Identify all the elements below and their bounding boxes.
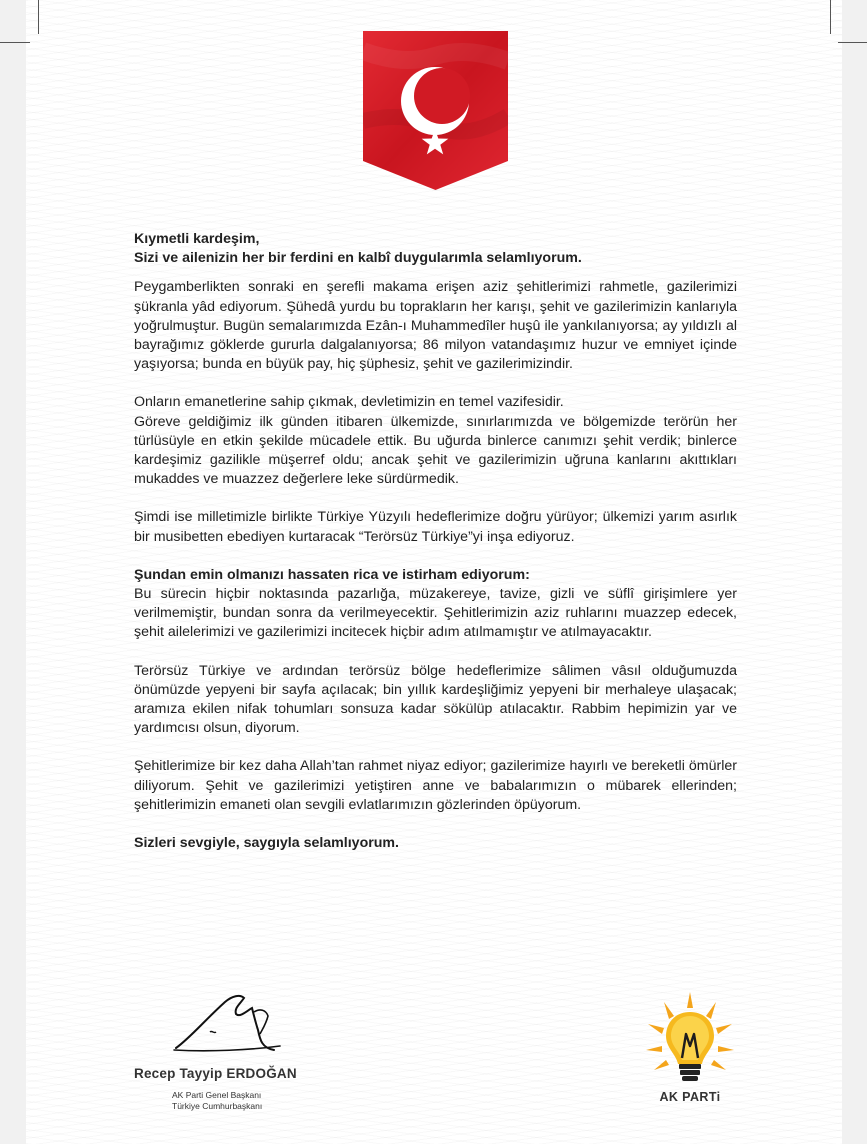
paragraph-2-lead: Onların emanetlerine sahip çıkmak, devletimizin en temel vazifesidir. [134, 394, 564, 411]
turkish-flag-icon [363, 31, 508, 190]
greeting-line-2: Sizi ve ailenizin her bir ferdini en kalbî duygularımla selamlıyorum. [134, 250, 582, 267]
crop-mark-top-left-h [0, 42, 30, 43]
paragraph-3: Şimdi ise milletimizle birlikte Türkiye Yüzyılı hedeflerimize doğru yürüyor; ülkemizi yarım asırlık bir musibetten ebediyen kurtaracak “Terörsüz Türkiye”yi inşa ediyoruz. [134, 509, 737, 545]
party-logo-text: AK PARTi [659, 1090, 721, 1104]
paragraph-4 [134, 566, 737, 643]
paragraph-5: Terörsüz Türkiye ve ardından terörsüz bölge hedeflerimize sâlimen vâsıl olduğumuzda önümüzde yepyeni bir sayfa açılacak; bin yıllık kardeşliğimiz yepyeni bir merhaleye ulaşacak; aramıza ekilen nifak tohumları sonsuza kadar sökülüp atılacaktır. Rabbim hepimizin yar ve yardımcısı olsun, diyorum. [134, 662, 737, 737]
signer-title-party: AK Parti Genel Başkanı [172, 1090, 262, 1100]
paragraph-4-body: Bu sürecin hiçbir noktasında pazarlığa, müzakereye, tavize, gizli ve süflî girişimlere yer verilmemiştir, bundan sonra da verilmeyecektir. Şehitlerimizin aziz ruhlarını muazzep edecek, şehit ailelerimizi ve gazilerimizi incitecek hiçbir adım atılmamıştır ve atılmayacaktır. [134, 586, 737, 641]
letter-body [134, 230, 737, 872]
paragraph-4-heading: Şundan emin olmanızı hassaten rica ve istirham ediyorum: [134, 566, 530, 583]
paragraph-1: Peygamberlikten sonraki en şerefli makama erişen aziz şehitlerimizi rahmetle, gazilerimizi şükranla yâd ediyorum. Şühedâ yurdu bu toprakların her karışı, şehit ve gazilerimizin kanlarıyla yoğrulmuştur. Bugün semalarımızda Ezân-ı Muhammedîler huşû ile yankılanıyorsa; ay yıldızlı al bayrağımız göklerde gururla dalgalanıyorsa; 86 milyon vatandaşımız huzur ve emniyet içinde yaşıyorsa; bunda en büyük pay, hiç şüphesiz, şehit ve gazilerimizindir. [134, 279, 737, 373]
lightbulb-icon [642, 990, 738, 1086]
signer-name: Recep Tayyip ERDOĞAN [134, 1066, 297, 1081]
signer-title-president: Türkiye Cumhurbaşkanı [172, 1101, 263, 1111]
paragraph-2 [134, 393, 737, 489]
letter-greeting [134, 230, 737, 268]
crop-mark-top-right-h [838, 42, 867, 43]
crop-mark-top-right-v [830, 0, 831, 34]
crop-mark-top-left-v [38, 0, 39, 34]
signature-icon [170, 990, 290, 1060]
paragraph-6: Şehitlerimize bir kez daha Allah’tan rahmet niyaz ediyor; gazilerimize hayırlı ve bereketli ömürler diliyorum. Şehit ve gazilerimizi yetiştiren anne ve babalarımızın o mübarek ellerinden; şehitlerimizin emaneti olan sevgili evlatlarımızın gözlerinden öpüyorum. [134, 758, 737, 813]
greeting-line-1: Kıymetli kardeşim, [134, 231, 260, 247]
paragraph-2-body: Göreve geldiğimiz ilk günden itibaren ülkemizde, sınırlarımızda ve bölgemizde terörün her türlüsüyle en etkin şekilde mücadele ettik. Bu uğurda binlerce canımızı şehit verdik; binlerce kardeşimiz gazilikle müşerref oldu; ancak şehit ve gazilerimizin uğruna kanlarını akıttıkları mukaddes ve muazzez değerlere leke sürdürmedik. [134, 413, 737, 488]
closing-salutation: Sizleri sevgiyle, saygıyla selamlıyorum. [134, 835, 399, 852]
